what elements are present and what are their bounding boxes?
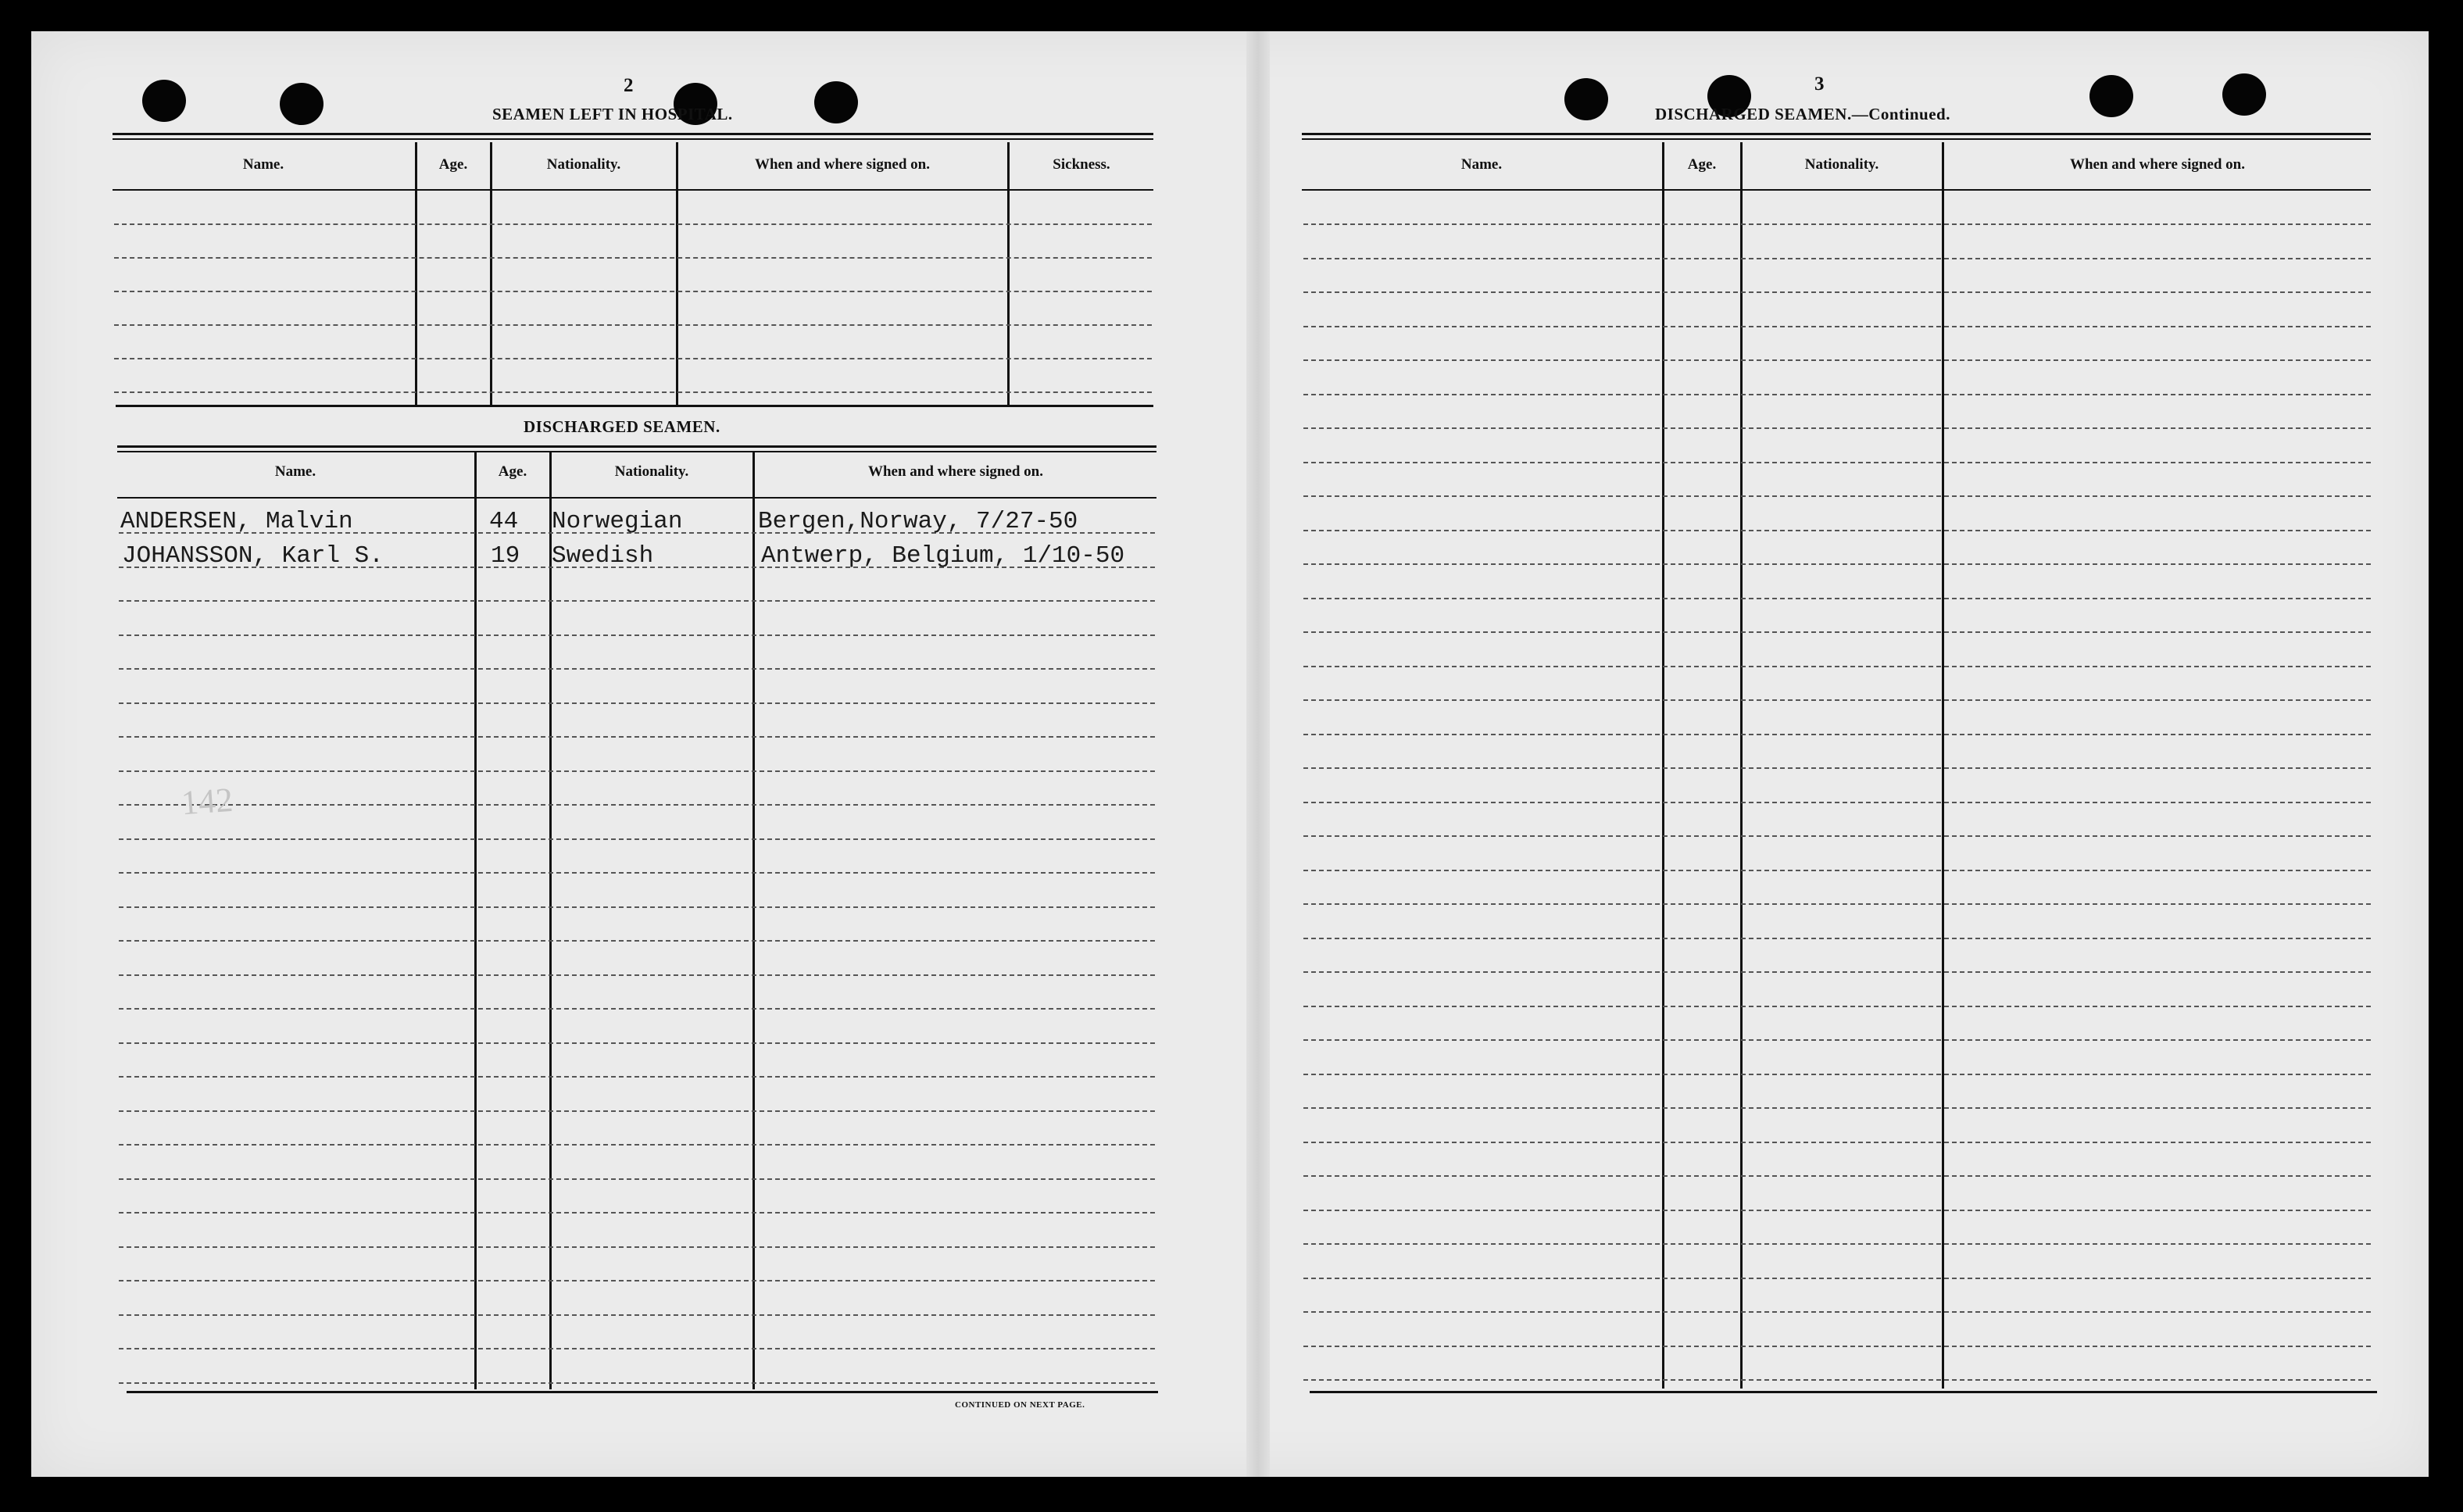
- ruled-line: [119, 940, 1155, 942]
- punch-hole: [2222, 73, 2266, 116]
- page-number: 3: [1814, 73, 1825, 95]
- header-rule: [117, 497, 1156, 499]
- column-header-signed-on: When and where signed on.: [754, 156, 930, 173]
- table-top-rule: [117, 451, 1156, 452]
- ruled-line: [1303, 1074, 2371, 1075]
- column-header-nationality: Nationality.: [1804, 156, 1879, 173]
- ruled-line: [119, 1382, 1155, 1384]
- faint-pencil-mark: 142: [180, 780, 234, 823]
- table-row-age: 19: [491, 542, 520, 570]
- column-divider: [1740, 142, 1743, 1389]
- ruled-line: [1303, 1142, 2371, 1143]
- column-divider: [490, 142, 492, 405]
- ruled-line: [119, 1246, 1155, 1248]
- ruled-line: [119, 1178, 1155, 1180]
- ruled-line: [119, 1008, 1155, 1010]
- column-divider: [549, 452, 552, 1389]
- table-row-signed-on: Antwerp, Belgium, 1/10-50: [761, 542, 1125, 570]
- punch-hole: [2089, 75, 2133, 117]
- ruled-line: [1303, 666, 2371, 667]
- ruled-line: [1303, 1311, 2371, 1313]
- table-row-signed-on: Bergen,Norway, 7/27-50: [758, 508, 1078, 535]
- table-row-nationality: Swedish: [552, 542, 654, 570]
- punch-hole: [142, 80, 186, 122]
- ruled-line: [119, 634, 1155, 636]
- ruled-line: [114, 324, 1152, 326]
- column-header-nationality: Nationality.: [614, 463, 689, 480]
- column-header-signed-on: When and where signed on.: [867, 463, 1043, 480]
- column-header-age: Age.: [498, 463, 527, 480]
- ruled-line: [119, 804, 1155, 806]
- ruled-line: [1303, 1243, 2371, 1245]
- ruled-line: [1303, 903, 2371, 905]
- page-number: 2: [624, 75, 634, 96]
- ruled-line: [1303, 598, 2371, 599]
- ruled-line: [119, 1110, 1155, 1112]
- ruled-line: [119, 1144, 1155, 1146]
- ruled-line: [119, 702, 1155, 704]
- ruled-line: [1303, 530, 2371, 531]
- ruled-line: [1303, 971, 2371, 973]
- ruled-line: [1303, 223, 2371, 225]
- ruled-line: [119, 838, 1155, 840]
- table-top-rule: [1302, 133, 2371, 135]
- ruled-line: [119, 1042, 1155, 1044]
- ruled-line: [1303, 1278, 2371, 1279]
- ruled-line: [1303, 1210, 2371, 1211]
- table-row-nationality: Norwegian: [552, 508, 683, 535]
- ruled-line: [119, 872, 1155, 874]
- ruled-line: [119, 1314, 1155, 1316]
- ruled-line: [1303, 359, 2371, 361]
- ruled-line: [1303, 495, 2371, 497]
- ruled-line: [114, 223, 1152, 225]
- column-header-sickness: Sickness.: [1053, 156, 1110, 173]
- ruled-line: [114, 358, 1152, 359]
- ruled-line: [1303, 427, 2371, 429]
- column-header-signed-on: When and where signed on.: [2069, 156, 2245, 173]
- ruled-line: [119, 600, 1155, 602]
- right-section-title: DISCHARGED SEAMEN.—Continued.: [1655, 105, 1950, 123]
- ruled-line: [119, 770, 1155, 772]
- table-top-rule: [113, 138, 1153, 140]
- section-rule: [116, 405, 1153, 407]
- column-divider: [1942, 142, 1944, 1389]
- column-divider: [676, 142, 678, 405]
- ruled-line: [114, 257, 1152, 259]
- table-top-rule: [113, 133, 1153, 135]
- table-top-rule: [117, 445, 1156, 448]
- ruled-line: [1303, 767, 2371, 769]
- table-row-name: JOHANSSON, Karl S.: [122, 542, 384, 570]
- table-bottom-rule: [127, 1391, 1158, 1393]
- ruled-line: [1303, 1379, 2371, 1381]
- ruled-line: [1303, 1107, 2371, 1109]
- ruled-line: [119, 1076, 1155, 1078]
- ruled-line: [119, 906, 1155, 908]
- table-row-name: ANDERSEN, Malvin: [120, 508, 353, 535]
- column-header-name: Name.: [1460, 156, 1503, 173]
- table-bottom-rule: [1310, 1391, 2377, 1393]
- column-header-age: Age.: [438, 156, 468, 173]
- ruled-line: [1303, 734, 2371, 735]
- punch-hole: [1564, 78, 1608, 120]
- ruled-line: [1303, 938, 2371, 939]
- column-divider: [1007, 142, 1010, 405]
- ruled-line: [1303, 258, 2371, 259]
- column-header-age: Age.: [1687, 156, 1717, 173]
- discharged-section-title: DISCHARGED SEAMEN.: [524, 417, 720, 436]
- column-divider: [752, 452, 755, 1389]
- ruled-line: [1303, 870, 2371, 871]
- ruled-line: [1303, 326, 2371, 327]
- ruled-line: [1303, 291, 2371, 293]
- punch-hole: [814, 81, 858, 123]
- ruled-line: [1303, 699, 2371, 701]
- ruled-line: [1303, 1175, 2371, 1177]
- ruled-line: [1303, 462, 2371, 463]
- ruled-line: [1303, 1346, 2371, 1347]
- column-divider: [1662, 142, 1664, 1389]
- ruled-line: [119, 1280, 1155, 1281]
- ruled-line: [119, 1348, 1155, 1349]
- punch-hole: [280, 83, 324, 125]
- ruled-line: [1303, 835, 2371, 837]
- ruled-line: [119, 668, 1155, 670]
- ruled-line: [1303, 563, 2371, 565]
- ruled-line: [114, 291, 1152, 292]
- ruled-line: [119, 736, 1155, 738]
- ruled-line: [1303, 802, 2371, 803]
- column-header-name: Name.: [274, 463, 316, 480]
- ruled-line: [1303, 1039, 2371, 1041]
- table-top-rule: [1302, 138, 2371, 140]
- page-fold: [1246, 31, 1270, 1477]
- column-header-nationality: Nationality.: [546, 156, 621, 173]
- header-rule: [1302, 189, 2371, 191]
- column-divider: [474, 452, 477, 1389]
- ruled-line: [1303, 1006, 2371, 1007]
- document-sheet: [31, 31, 2429, 1477]
- hospital-section-title: SEAMEN LEFT IN HOSPITAL.: [492, 105, 733, 123]
- ruled-line: [119, 974, 1155, 976]
- ruled-line: [1303, 631, 2371, 633]
- header-rule: [113, 189, 1153, 191]
- ruled-line: [114, 391, 1152, 393]
- continued-footer: CONTINUED ON NEXT PAGE.: [955, 1400, 1085, 1410]
- table-row-age: 44: [489, 508, 519, 535]
- column-divider: [415, 142, 417, 405]
- column-header-name: Name.: [242, 156, 284, 173]
- ruled-line: [1303, 394, 2371, 395]
- ruled-line: [119, 1212, 1155, 1214]
